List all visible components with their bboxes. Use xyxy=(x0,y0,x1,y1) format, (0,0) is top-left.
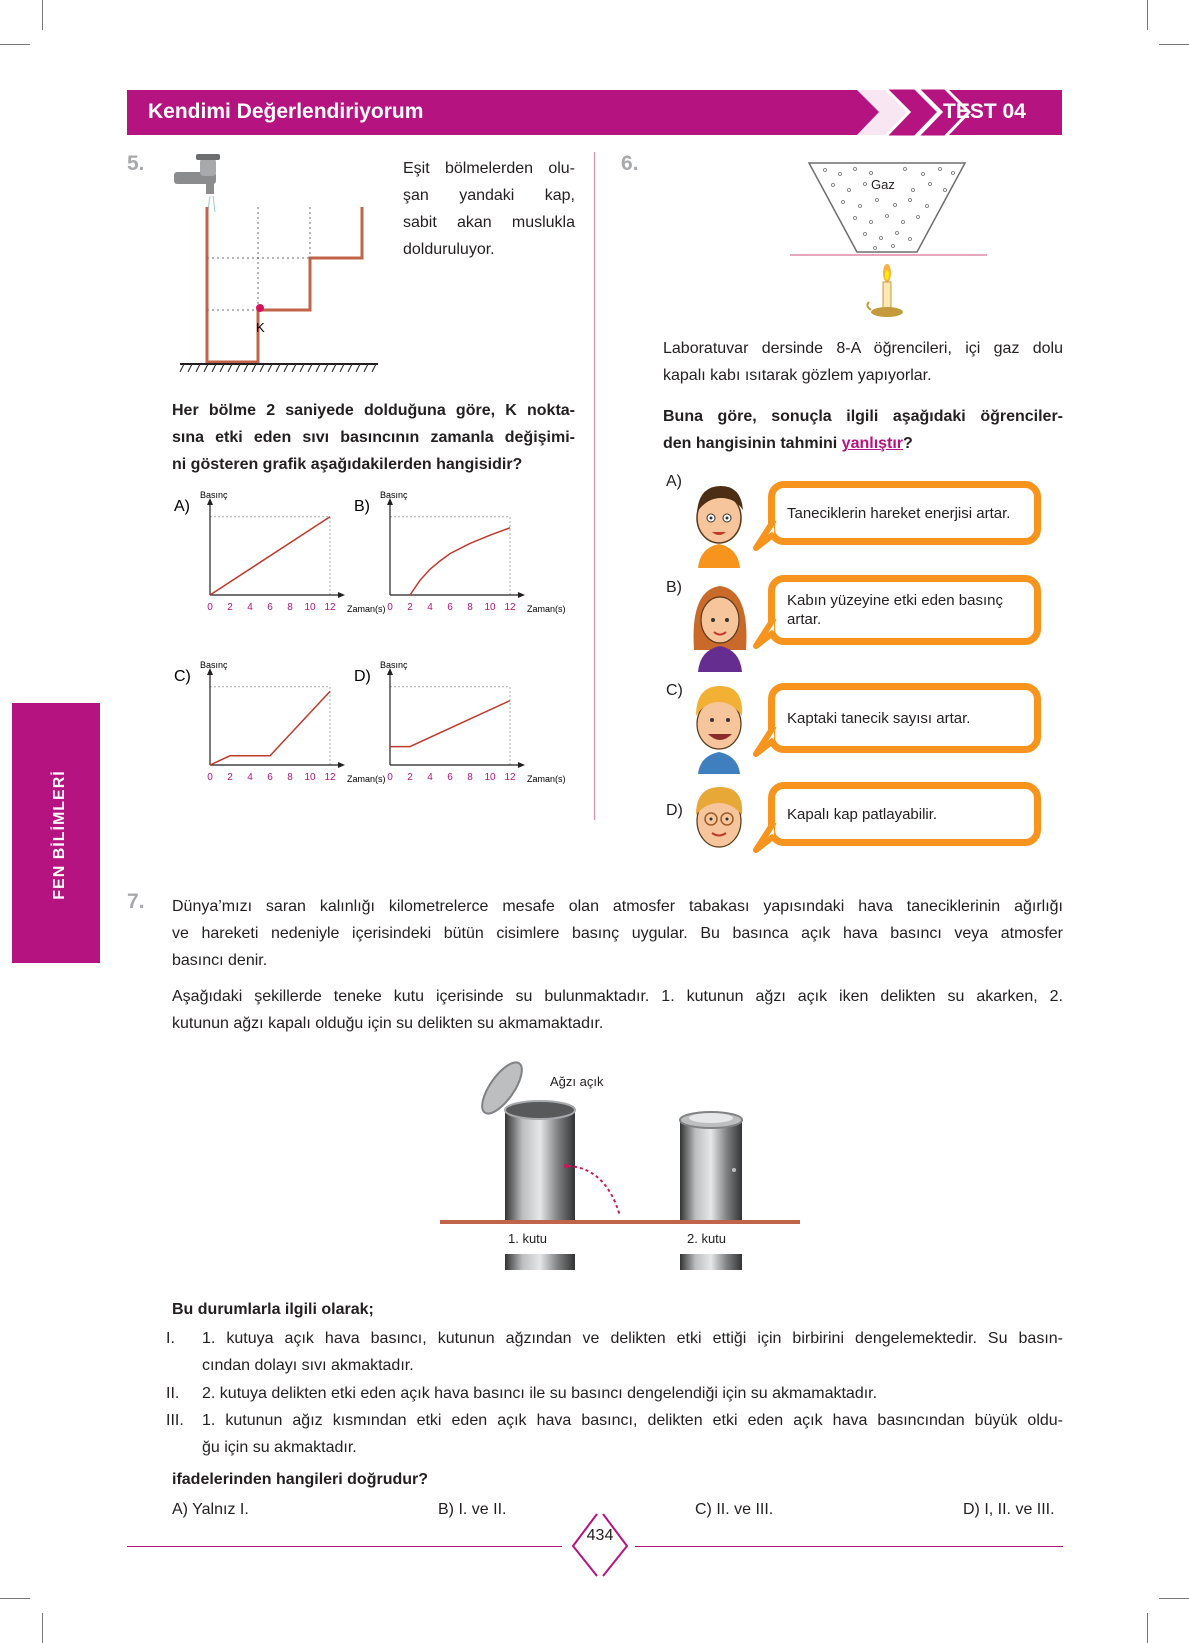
x-tick-label: 10 xyxy=(304,772,316,783)
q5-graph-option-a[interactable] xyxy=(172,490,386,623)
x-tick-label: 6 xyxy=(447,602,453,613)
text-line: 2. kutuya delikten etki eden açık hava basıncı ile su basıncı dengelendiği için su akmamaktadır. xyxy=(202,1385,878,1402)
q5-graph-option-c[interactable] xyxy=(172,660,386,793)
crop-mark xyxy=(1159,1598,1189,1599)
statement-iii xyxy=(202,1407,1063,1461)
header-title: Kendimi Değerlendiriyorum xyxy=(148,100,424,123)
q6-option-c-letter[interactable]: C) xyxy=(666,682,683,699)
bubble-tail xyxy=(754,520,776,552)
x-tick-label: 12 xyxy=(504,772,516,783)
text-line: ğu için su akmaktadır. xyxy=(202,1439,357,1456)
q6-option-d-text: Kapalı kap patlayabilir. xyxy=(787,805,938,823)
x-tick-label: 0 xyxy=(207,602,213,613)
q5-graph-option-b[interactable] xyxy=(352,490,566,623)
text-line: 1. kutuya açık hava basıncı, kutunun ağzından ve delikten etki ettiği için birbirini dengelemektedir. Su basın- xyxy=(202,1330,1063,1347)
question-5-intro xyxy=(403,155,575,263)
heated-gas-container-diagram xyxy=(805,160,995,325)
x-tick-label: 12 xyxy=(324,602,336,613)
can-2-label: 2. kutu xyxy=(687,1231,727,1246)
x-tick-label: 8 xyxy=(287,602,293,613)
x-tick-label: 8 xyxy=(287,772,293,783)
text-line: kapalı kabı ısıtarak gözlem yapıyorlar. xyxy=(663,367,932,384)
statement-i xyxy=(202,1325,1063,1379)
bubble-tail xyxy=(754,726,776,758)
crop-mark xyxy=(1147,0,1148,30)
text-line: Eşit bölmelerden olu- xyxy=(403,160,575,177)
student-boy-3-icon xyxy=(688,785,750,865)
x-tick-label: 2 xyxy=(407,772,413,783)
q5-graph-option-d[interactable] xyxy=(352,660,566,793)
y-axis-label: Basınç xyxy=(200,490,228,500)
x-tick-label: 4 xyxy=(247,602,253,613)
text-line: Laboratuvar dersinde 8-A öğrencileri, içi gaz dolu xyxy=(663,340,1063,357)
y-axis-label: Basınç xyxy=(200,660,228,670)
q6-option-b-letter[interactable]: B) xyxy=(666,579,682,596)
crop-mark xyxy=(42,1613,43,1643)
x-tick-label: 6 xyxy=(267,602,273,613)
text-line: Her bölme 2 saniyede dolduğuna göre, K nokta- xyxy=(172,402,575,419)
crop-mark xyxy=(0,44,30,45)
text-line: Dünya’mızı saran kalınlığı kilometrelerce mesafe olan atmosfer tabakası yapısındaki hava taneciklerinin ağırlığı xyxy=(172,898,1063,915)
subject-label: FEN BİLİMLERİ xyxy=(51,770,68,900)
page-number: 434 xyxy=(586,1527,614,1544)
x-tick-label: 4 xyxy=(427,602,433,613)
can-1-label: 1. kutu xyxy=(508,1231,548,1246)
option-letter: B) xyxy=(354,498,370,515)
point-k-label: K xyxy=(256,320,265,335)
text-line: ni gösteren grafik aşağıdakilerden hangisidir? xyxy=(172,456,523,473)
answer-b[interactable]: B) I. ve II. xyxy=(438,1501,507,1518)
x-axis-label: Zaman(s) xyxy=(347,774,386,784)
question-5-prompt xyxy=(172,397,575,478)
q6-option-c-text: Kaptaki tanecik sayısı artar. xyxy=(787,709,971,727)
x-tick-label: 0 xyxy=(387,602,393,613)
candle-icon xyxy=(867,264,903,317)
question-7-prompt: ifadelerinden hangileri doğrudur? xyxy=(172,1471,429,1488)
text-line: den hangisinin tahmini yanlıştır? xyxy=(663,435,913,452)
question-6-intro xyxy=(663,335,1063,389)
question-6-prompt xyxy=(663,403,1063,457)
x-tick-label: 0 xyxy=(207,772,213,783)
x-tick-label: 12 xyxy=(324,772,336,783)
y-axis-label: Basınç xyxy=(380,660,408,670)
crop-mark xyxy=(1147,1613,1148,1643)
x-tick-label: 6 xyxy=(447,772,453,783)
answer-d[interactable]: D) I, II. ve III. xyxy=(963,1501,1055,1518)
q6-option-d-bubble[interactable] xyxy=(768,782,1041,846)
q6-option-b-bubble[interactable] xyxy=(768,575,1041,645)
y-axis-label: Basınç xyxy=(380,490,408,500)
x-tick-label: 4 xyxy=(427,772,433,783)
question-7-lead: Bu durumlarla ilgili olarak; xyxy=(172,1301,374,1318)
text-line: sabit akan muslukla xyxy=(403,214,575,231)
question-6-number: 6. xyxy=(621,152,639,175)
footer-rule xyxy=(127,1546,562,1547)
text-line: ve hareketi nedeniyle içerisindeki bütün cisimlere basınç uygular. Bu basınca açık hava basıncı veya atmosfer xyxy=(172,925,1063,942)
statement-ii-number: II. xyxy=(166,1385,180,1402)
bubble-tail xyxy=(754,618,776,650)
text-line: Buna göre, sonuçla ilgili aşağıdaki öğrenciler- xyxy=(663,408,1063,425)
x-tick-label: 4 xyxy=(247,772,253,783)
q6-option-b-text: Kabın yüzeyine etki eden basınç artar. xyxy=(787,592,1003,628)
text-line: basıncı denir. xyxy=(172,952,268,969)
point-k xyxy=(256,304,264,312)
x-tick-label: 2 xyxy=(227,602,233,613)
x-tick-label: 12 xyxy=(504,602,516,613)
question-5-number: 5. xyxy=(127,152,145,175)
text-line: şan yandaki kap, xyxy=(403,187,575,204)
student-boy-2-icon xyxy=(688,682,750,774)
x-tick-label: 8 xyxy=(467,772,473,783)
test-number: TEST 04 xyxy=(943,100,1026,123)
student-boy-1-icon xyxy=(688,480,750,570)
text-line: cından dolayı sıvı akmaktadır. xyxy=(202,1357,414,1374)
x-tick-label: 10 xyxy=(304,602,316,613)
text-line: 1. kutunun ağız kısmından etki eden açık hava basıncı, delikten etki eden açık hava basıncından büyük oldu- xyxy=(202,1412,1063,1429)
crop-mark xyxy=(1159,44,1189,45)
q6-option-d-letter[interactable]: D) xyxy=(666,802,683,819)
footer-rule xyxy=(635,1546,1063,1547)
question-7-number: 7. xyxy=(127,890,145,913)
emphasis-wrong: yanlıştır xyxy=(841,435,904,452)
statement-i-number: I. xyxy=(166,1330,175,1347)
q6-option-a-bubble[interactable] xyxy=(768,481,1041,545)
open-label: Ağzı açık xyxy=(550,1074,604,1089)
gas-label: Gaz xyxy=(871,177,895,192)
question-7-paragraph-2 xyxy=(172,983,1063,1037)
x-axis-label: Zaman(s) xyxy=(527,604,566,614)
x-tick-label: 10 xyxy=(484,602,496,613)
x-tick-label: 2 xyxy=(407,602,413,613)
bubble-tail xyxy=(754,822,776,854)
x-tick-label: 8 xyxy=(467,602,473,613)
stepped-container-diagram xyxy=(170,152,380,377)
student-girl-icon xyxy=(688,580,750,672)
x-axis-label: Zaman(s) xyxy=(527,774,566,784)
crop-mark xyxy=(42,0,43,30)
x-tick-label: 0 xyxy=(387,772,393,783)
answer-c[interactable]: C) II. ve III. xyxy=(695,1501,774,1518)
answer-a[interactable]: A) Yalnız I. xyxy=(172,1501,249,1518)
x-axis-label: Zaman(s) xyxy=(347,604,386,614)
q6-option-a-letter[interactable]: A) xyxy=(666,473,682,490)
question-7-paragraph-1 xyxy=(172,893,1063,974)
statement-iii-number: III. xyxy=(166,1412,184,1429)
x-tick-label: 6 xyxy=(267,772,273,783)
option-letter: C) xyxy=(174,668,191,685)
faucet-icon xyxy=(174,154,220,212)
text-line: sına etki eden sıvı basıncının zamanla değişimi- xyxy=(172,429,575,446)
crop-mark xyxy=(0,1598,30,1599)
q6-option-a-text: Taneciklerin hareket enerjisi artar. xyxy=(787,504,1011,522)
text-line: kutunun ağzı kapalı olduğu için su delikten su akmamaktadır. xyxy=(172,1015,604,1032)
x-tick-label: 10 xyxy=(484,772,496,783)
tin-cans-diagram xyxy=(440,1050,800,1250)
text-line: Aşağıdaki şekillerde teneke kutu içerisinde su bulunmaktadır. 1. kutunun ağzı açık iken delikten su akarken, 2. xyxy=(172,988,1063,1005)
statement-ii xyxy=(202,1380,1063,1407)
x-tick-label: 2 xyxy=(227,772,233,783)
column-divider xyxy=(594,152,595,820)
q6-option-c-bubble[interactable] xyxy=(768,683,1041,753)
page-number-frame xyxy=(565,1510,635,1580)
text-line: dolduruluyor. xyxy=(403,241,495,258)
option-letter: A) xyxy=(174,498,190,515)
option-letter: D) xyxy=(354,668,371,685)
